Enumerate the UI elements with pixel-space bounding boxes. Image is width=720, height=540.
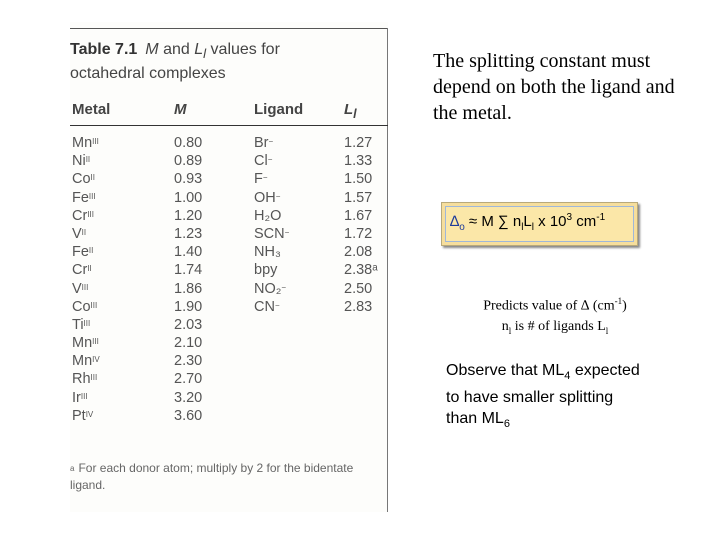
header-m: M bbox=[174, 101, 187, 118]
metal-cell: $Co^{III}$ bbox=[72, 298, 98, 315]
metal-cell: $Ni^{II}$ bbox=[72, 153, 91, 170]
m-value-cell: 2.70 bbox=[174, 371, 203, 388]
li-value-cell: 2.83 bbox=[344, 298, 373, 315]
ligand-cell: F− bbox=[254, 171, 268, 188]
table-footnote: $^a$ For each donor atom; multiply by 2 for the bidentate ligand. bbox=[70, 461, 354, 492]
table-row bbox=[70, 280, 388, 298]
ligand-cell: Br− bbox=[254, 135, 274, 151]
ligand-cell: NH₃ bbox=[254, 244, 281, 261]
table-number: Table 7.1 bbox=[70, 41, 138, 58]
m-value-cell: 1.20 bbox=[174, 207, 203, 224]
ligand-cell: OH− bbox=[254, 189, 281, 206]
li-value-cell: 2.08 bbox=[344, 244, 373, 261]
metal-cell: $Co^{II}$ bbox=[72, 171, 95, 188]
metal-cell: $Mn^{IV}$ bbox=[72, 353, 100, 370]
m-value-cell: 1.40 bbox=[174, 244, 203, 261]
table-row bbox=[70, 407, 388, 425]
predicts-note: Predicts value of ∆ $(cm^{-1})$ $n_l$ is # of ligands $L_l$ bbox=[483, 296, 627, 336]
li-value-cell: 1.57 bbox=[344, 189, 373, 206]
metal-cell: $V^{III}$ bbox=[72, 280, 89, 297]
li-value-cell: 2.38ᵃ bbox=[344, 262, 378, 279]
ligand-cell: bpy bbox=[254, 262, 278, 279]
table-row bbox=[70, 243, 388, 261]
ligand-cell: NO₂− bbox=[254, 280, 287, 297]
m-value-cell: 3.60 bbox=[174, 407, 203, 424]
table-row bbox=[70, 207, 388, 225]
table-row bbox=[70, 370, 388, 388]
metal-cell: $Mn^{III}$ bbox=[72, 335, 99, 352]
ligand-cell: SCN− bbox=[254, 225, 290, 242]
metal-cell: $Rh^{III}$ bbox=[72, 371, 98, 388]
header-li: $L_l$ bbox=[344, 101, 357, 121]
table-row bbox=[70, 334, 388, 352]
table-top-border bbox=[70, 28, 388, 29]
metal-cell: $Pt^{IV}$ bbox=[72, 407, 94, 424]
li-value-cell: 1.33 bbox=[344, 153, 373, 170]
metal-cell: $Cr^{II}$ bbox=[72, 262, 92, 279]
formula-box bbox=[441, 202, 638, 246]
metal-cell: $Fe^{III}$ bbox=[72, 189, 96, 206]
table-row bbox=[70, 189, 388, 207]
table-row bbox=[70, 170, 388, 188]
header-ligand: Ligand bbox=[254, 101, 304, 118]
ligand-cell: Cl− bbox=[254, 153, 273, 170]
li-value-cell: 1.50 bbox=[344, 171, 373, 188]
m-value-cell: 2.03 bbox=[174, 316, 203, 333]
ligand-cell: H₂O bbox=[254, 207, 282, 224]
splitting-description: The splitting constant must depend on both the ligand and the metal. bbox=[433, 50, 675, 124]
m-value-cell: 2.30 bbox=[174, 353, 203, 370]
header-metal: Metal bbox=[72, 101, 111, 118]
metal-cell: $Ti^{III}$ bbox=[72, 316, 91, 333]
metal-cell: $V^{II}$ bbox=[72, 225, 87, 242]
metal-cell: $Mn^{III}$ bbox=[72, 135, 99, 151]
metal-cell: $Fe^{II}$ bbox=[72, 244, 94, 261]
li-value-cell: 1.67 bbox=[344, 207, 373, 224]
table-row bbox=[70, 134, 388, 152]
m-value-cell: 1.23 bbox=[174, 225, 203, 242]
m-value-cell: 1.90 bbox=[174, 298, 203, 315]
table-row bbox=[70, 225, 388, 243]
m-value-cell: 2.10 bbox=[174, 335, 203, 352]
ligand-cell: CN− bbox=[254, 298, 280, 315]
table-caption: Table 7.1 M and $L_l$ values for octahedral complexes bbox=[70, 41, 280, 83]
m-value-cell: 1.74 bbox=[174, 262, 203, 279]
table-row bbox=[70, 316, 388, 334]
table-row bbox=[70, 261, 388, 279]
table-row bbox=[70, 152, 388, 170]
metal-cell: $Ir^{III}$ bbox=[72, 389, 88, 406]
li-value-cell: 1.27 bbox=[344, 135, 373, 151]
m-value-cell: 0.93 bbox=[174, 171, 203, 188]
table-row bbox=[70, 389, 388, 407]
table-body bbox=[70, 134, 388, 425]
header-rule bbox=[70, 125, 388, 126]
m-value-cell: 3.20 bbox=[174, 389, 203, 406]
table-row bbox=[70, 352, 388, 370]
splitting-formula: $\Delta_o \approx M$ ∑ $n_lL_l$ x $10^3$ $cm^{-1}$ bbox=[450, 212, 606, 233]
table-image bbox=[70, 22, 388, 512]
li-value-cell: 1.72 bbox=[344, 225, 373, 242]
m-value-cell: 1.00 bbox=[174, 189, 203, 206]
m-value-cell: 0.80 bbox=[174, 135, 203, 151]
li-value-cell: 2.50 bbox=[344, 280, 373, 297]
observe-note: Observe that $ML_4$ expected to have smaller splitting than $ML_6$ bbox=[446, 362, 640, 431]
m-value-cell: 1.86 bbox=[174, 280, 203, 297]
m-value-cell: 0.89 bbox=[174, 153, 203, 170]
table-row bbox=[70, 298, 388, 316]
metal-cell: $Cr^{III}$ bbox=[72, 207, 94, 224]
